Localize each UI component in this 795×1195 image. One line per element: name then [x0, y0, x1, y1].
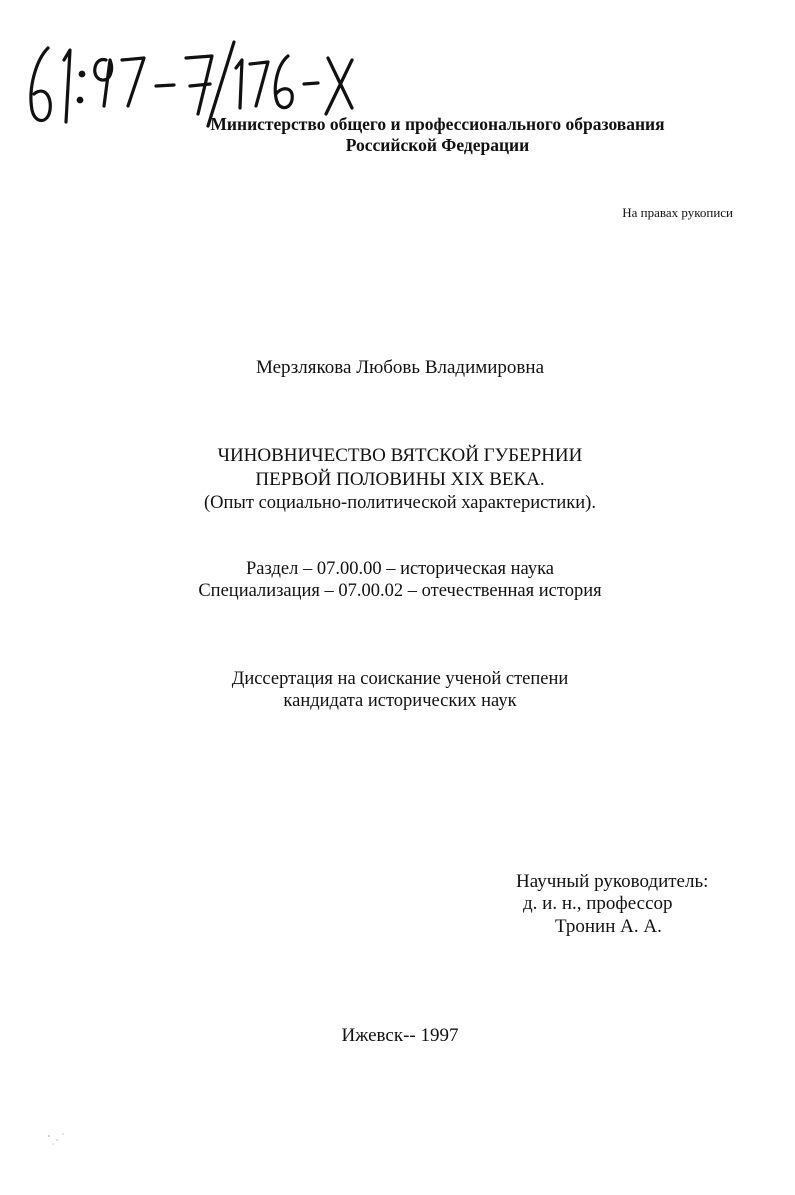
- specialization-code: Специализация – 07.00.02 – отечественная история: [198, 581, 602, 601]
- ministry-line-2: Российской Федерации: [345, 135, 530, 155]
- supervisor-label: Научный руководитель:: [516, 871, 709, 892]
- supervisor-name: Тронин А. А.: [555, 916, 662, 937]
- scan-specks: [45, 1130, 75, 1150]
- scan-specks-drawing: [45, 1130, 75, 1150]
- dissertation-line-1: Диссертация на соискание ученой степени: [231, 669, 569, 689]
- title-subtitle: (Опыт социально-политической характеристики).: [204, 493, 596, 513]
- author-name: Мерзлякова Любовь Владимировна: [255, 357, 545, 378]
- supervisor-degree: д. и. н., профессор: [523, 893, 673, 914]
- ministry-line-1: Министерство общего и профессионального образования: [210, 114, 665, 134]
- dissertation-line-2: кандидата исторических наук: [283, 691, 517, 711]
- city-and-year: Ижевск-- 1997: [341, 1025, 459, 1046]
- title-line-2: ПЕРВОЙ ПОЛОВИНЫ XIX ВЕКА.: [255, 469, 545, 490]
- title-line-1: ЧИНОВНИЧЕСТВО ВЯТСКОЙ ГУБЕРНИИ: [217, 445, 583, 466]
- section-code: Раздел – 07.00.00 – историческая наука: [245, 559, 554, 579]
- manuscript-rights-note: На правах рукописи: [622, 205, 733, 220]
